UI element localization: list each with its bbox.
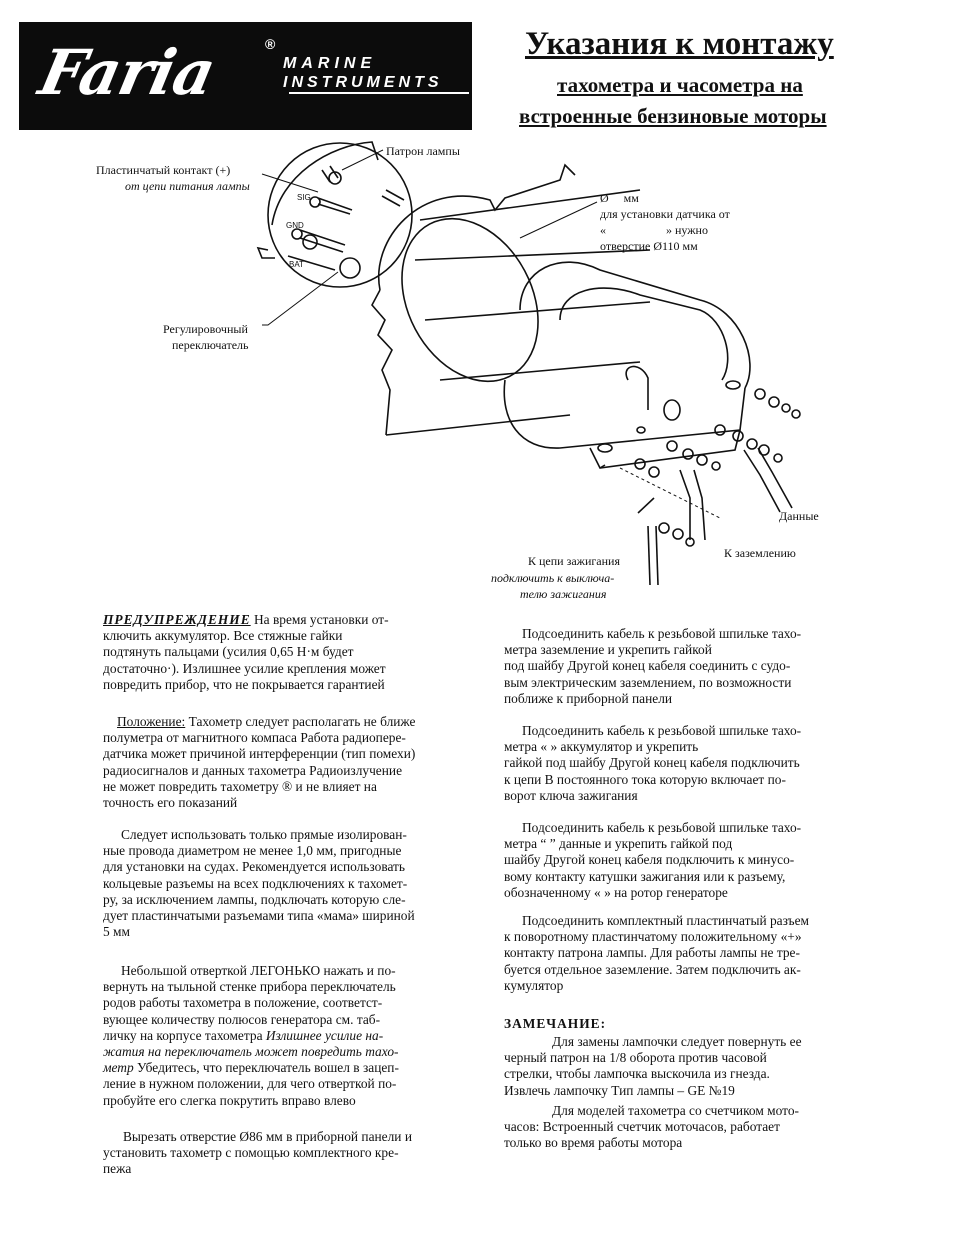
flat-contact-note: от цепи питания лампы (125, 179, 250, 193)
note-heading: ЗАМЕЧАНИЕ: (504, 1016, 607, 1031)
cutout-paragraph: Вырезать отверстие Ø86 мм в приборной панели и установить тахометр с помощью комплектного кре- пежа (103, 1129, 412, 1177)
screwdriver-text-2: Убедитесь, что переключатель вошел в зацеп- ление в нужном положении, для чего отверткой по- пробуйте его слегка покрутить вправо влево (103, 1060, 399, 1108)
page-subtitle-line2: встроенные бензиновые моторы (519, 104, 827, 128)
terminal-hardware (635, 389, 800, 546)
position-heading: Положение: (117, 714, 186, 729)
page-subtitle-line1: тахометра и часометра на (557, 73, 803, 97)
installation-diagram (0, 130, 954, 610)
warning-heading: ПРЕДУПРЕЖДЕНИЕ (103, 612, 251, 627)
hole-label-2: для установки датчика от (600, 207, 730, 221)
registered-mark: ® (265, 36, 276, 52)
ground-wire-label: К заземлению (724, 546, 796, 560)
tachometer-back (258, 142, 412, 287)
terminal-bat-label: BAT (289, 260, 304, 269)
cables (620, 448, 792, 585)
position-paragraph (103, 714, 465, 811)
position-text: Тахометр следует располагать не ближе полуметра от магнитного компаса Работа радиопере- датчика может причиной интерференции (тип помехи) радиосигналов и данных тахометра Радиоизлучение не может повредить тахометру ® и не влияет на точность его показаний (103, 714, 416, 811)
battery-connection-paragraph: Подсоединить кабель к резьбовой шпильке тахо- метра « » аккумулятор и укрепить гайкой под шайбу Другой конец кабеля подключить к цепи В постоянного тока которую включает по- ворот ключа зажигания (504, 723, 802, 803)
data-connection-paragraph: Подсоединить кабель к резьбовой шпильке тахо- метра “ ” данные и укрепить гайкой под шайбу Другой конец кабеля подключить к минусо- вому контакту катушки зажигания или к разъему, обозначенному « » на ротор генераторе (504, 820, 802, 900)
adjust-switch-label-2: переключатель (172, 338, 249, 352)
hole-label-3: « » нужно (600, 223, 708, 237)
hole-label-4: отверстие Ø110 мм (600, 239, 698, 253)
ignition-note-1: подключить к выключа- (491, 571, 615, 585)
wires-paragraph: Следует использовать только прямые изолирован- ные провода диаметром не менее 1,0 мм, пригодные для установки на судах. Рекомендуется использовать кольцевые разъемы на всех подключениях к тахомет- ру, за исключением лампы, подключать которую сле- дует пластинчатыми разъемами типа «мама» шириной 5 мм (103, 827, 415, 940)
ignition-wire-label: К цепи зажигания (528, 554, 620, 568)
brand-logo (19, 22, 472, 130)
brand-name: Faria (33, 36, 221, 109)
data-wire-label: Данные (779, 509, 819, 523)
ignition-note-2: телю зажигания (520, 587, 607, 601)
brand-tagline-instruments: INSTRUMENTS (283, 74, 443, 91)
lamp-socket-label: Патрон лампы (386, 144, 460, 158)
lamp-connection-paragraph: Подсоединить комплектный пластинчатый разъем к поворотному пластинчатому положительному «+» контакту патрона лампы. Для работы лампы не тре- буется отдельное заземление. Затем подключить ак- кумулятор (504, 913, 810, 993)
ground-connection-paragraph: Подсоединить кабель к резьбовой шпильке тахо- метра заземление и укрепить гайкой под шайбу Другой конец кабеля соединить с судо- вым электрическим заземлением, по возможности поближе к приборной панели (504, 626, 802, 706)
adjust-switch-label-1: Регулировочный (163, 322, 248, 336)
brand-divider (289, 92, 469, 94)
terminal-sig-label: SIG (297, 193, 311, 202)
brand-tagline-marine: MARINE (283, 55, 377, 72)
hole-label-1: Ø мм (600, 191, 639, 205)
note-hours-paragraph: Для моделей тахометра со счетчиком мото- часов: Встроенный счетчик моточасов, работает только во время работы мотора (504, 1103, 800, 1151)
flat-contact-label: Пластинчатый контакт (+) (96, 163, 231, 177)
terminal-gnd-label: GND (286, 221, 304, 230)
warning-text: На время установки от- ключить аккумулятор. Все стяжные гайки подтянуть пальцами (усилия 0,65 Н·м будет достаточно·). Излишнее усилие крепления может повредить прибор, что не покрывается гарантией (103, 612, 389, 692)
page-title: Указания к монтажу (525, 26, 834, 62)
mounting-bracket (504, 262, 750, 468)
screwdriver-paragraph (103, 963, 465, 1109)
screwdriver-warning: Излишнее усилие на- жатия на переключатель может повредить тахо- метр (103, 1027, 399, 1076)
warning-paragraph (103, 612, 465, 693)
note-lamp-paragraph: Для замены лампочки следует повернуть ее черный патрон на 1/8 оборота против часовой стрелки, чтобы лампочка выскочила из гнезда. Извлечь лампочку Тип лампы – GE №19 (504, 1034, 802, 1098)
screwdriver-text-1: Небольшой отверткой ЛЕГОНЬКО нажать и по- вернуть на тыльной стенке прибора переключатель родов работы тахометра в положение, соответст- вующее количеству полюсов генератора см. таб- личку на корпусе тахометра (103, 963, 396, 1043)
